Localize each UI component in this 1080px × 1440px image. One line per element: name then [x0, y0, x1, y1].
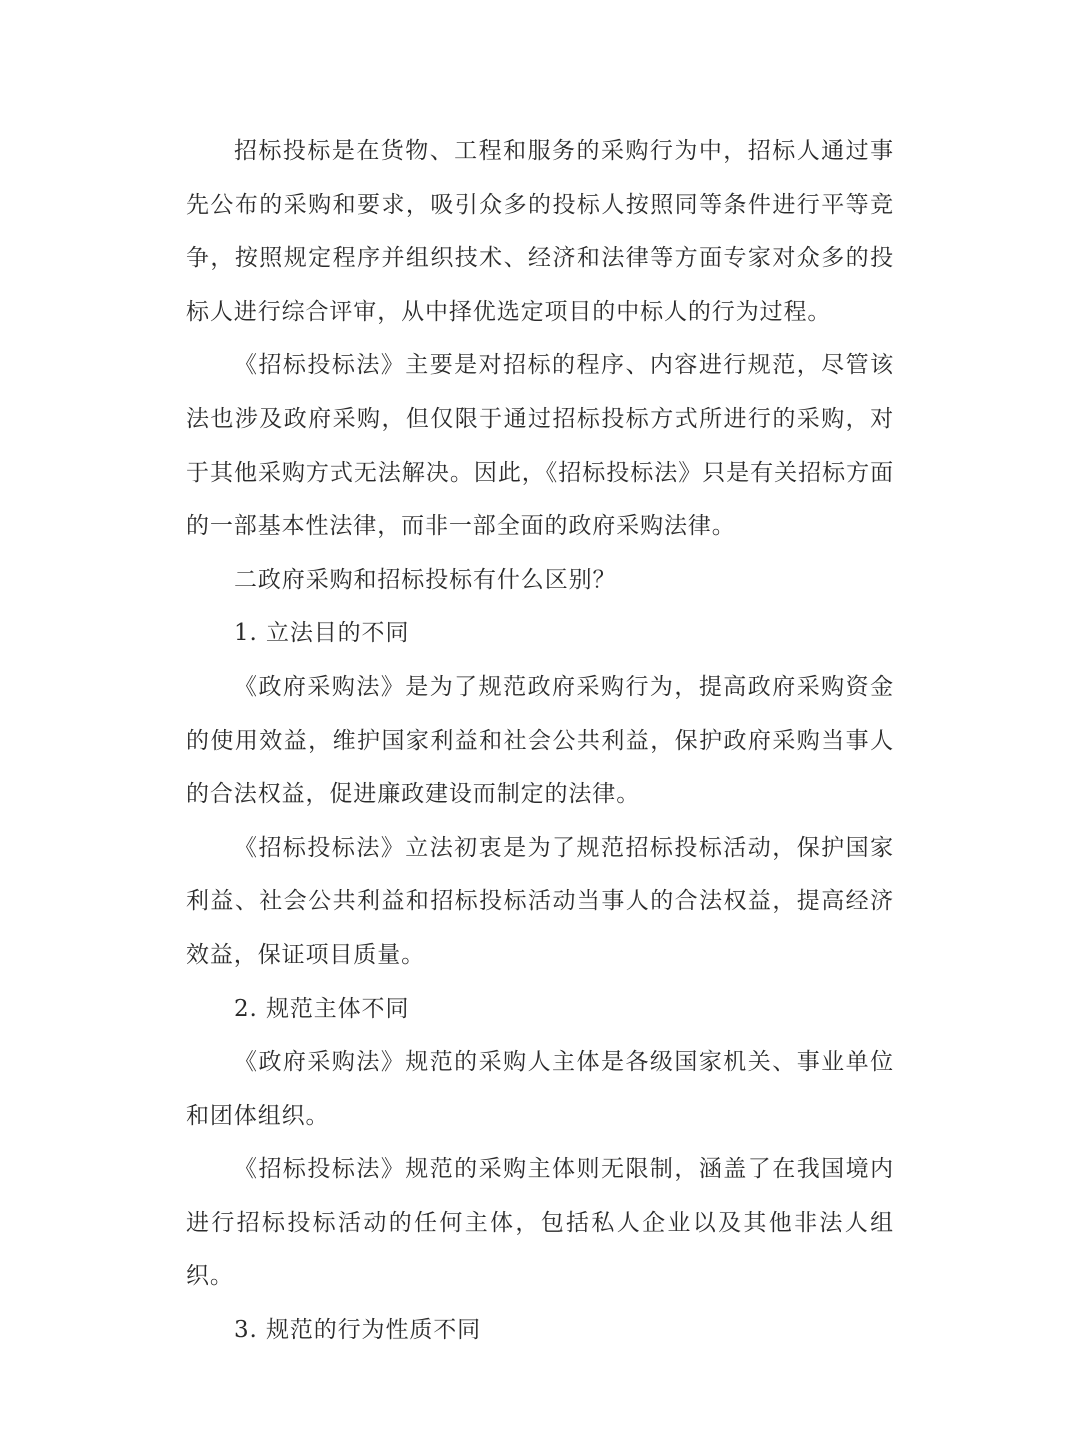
subheading-legislative-purpose: 1. 立法目的不同 [234, 620, 410, 647]
subheading-conduct-nature: 3. 规范的行为性质不同 [234, 1317, 482, 1344]
section-heading-differences: 二政府采购和招标投标有什么区别？ [234, 566, 617, 593]
paragraph-bidding-law-subjects: 《招标投标法》规范的采购主体则无限制，涵盖了在我国境内进行招标投标活动的任何主体，包括私人企业以及其他非法人组织。 [186, 1156, 894, 1290]
paragraph-definition: 招标投标是在货物、工程和服务的采购行为中，招标人通过事先公布的采购和要求，吸引众多的投标人按照同等条件进行平等竞争，按照规定程序并组织技术、经济和法律等方面专家对众多的投标人进行综合评审，从中择优选定项目的中标人的行为过程。 [186, 138, 894, 325]
paragraph-bidding-law-purpose: 《招标投标法》立法初衷是为了规范招标投标活动，保护国家利益、社会公共利益和招标投标活动当事人的合法权益，提高经济效益，保证项目质量。 [186, 834, 894, 968]
paragraph-procurement-law-purpose: 《政府采购法》是为了规范政府采购行为，提高政府采购资金的使用效益，维护国家利益和社会公共利益，保护政府采购当事人的合法权益，促进廉政建设而制定的法律。 [186, 673, 894, 808]
paragraph-procurement-law-subjects: 《政府采购法》规范的采购人主体是各级国家机关、事业单位和团体组织。 [186, 1049, 894, 1129]
paragraph-bidding-law-scope: 《招标投标法》主要是对招标的程序、内容进行规范，尽管该法也涉及政府采购，但仅限于通过招标投标方式所进行的采购，对于其他采购方式无法解决。因此，《招标投标法》只是有关招标方面的一部基本性法律，而非一部全面的政府采购法律。 [186, 352, 894, 540]
document-body [186, 125, 894, 1358]
subheading-regulated-subjects: 2. 规范主体不同 [234, 995, 410, 1022]
